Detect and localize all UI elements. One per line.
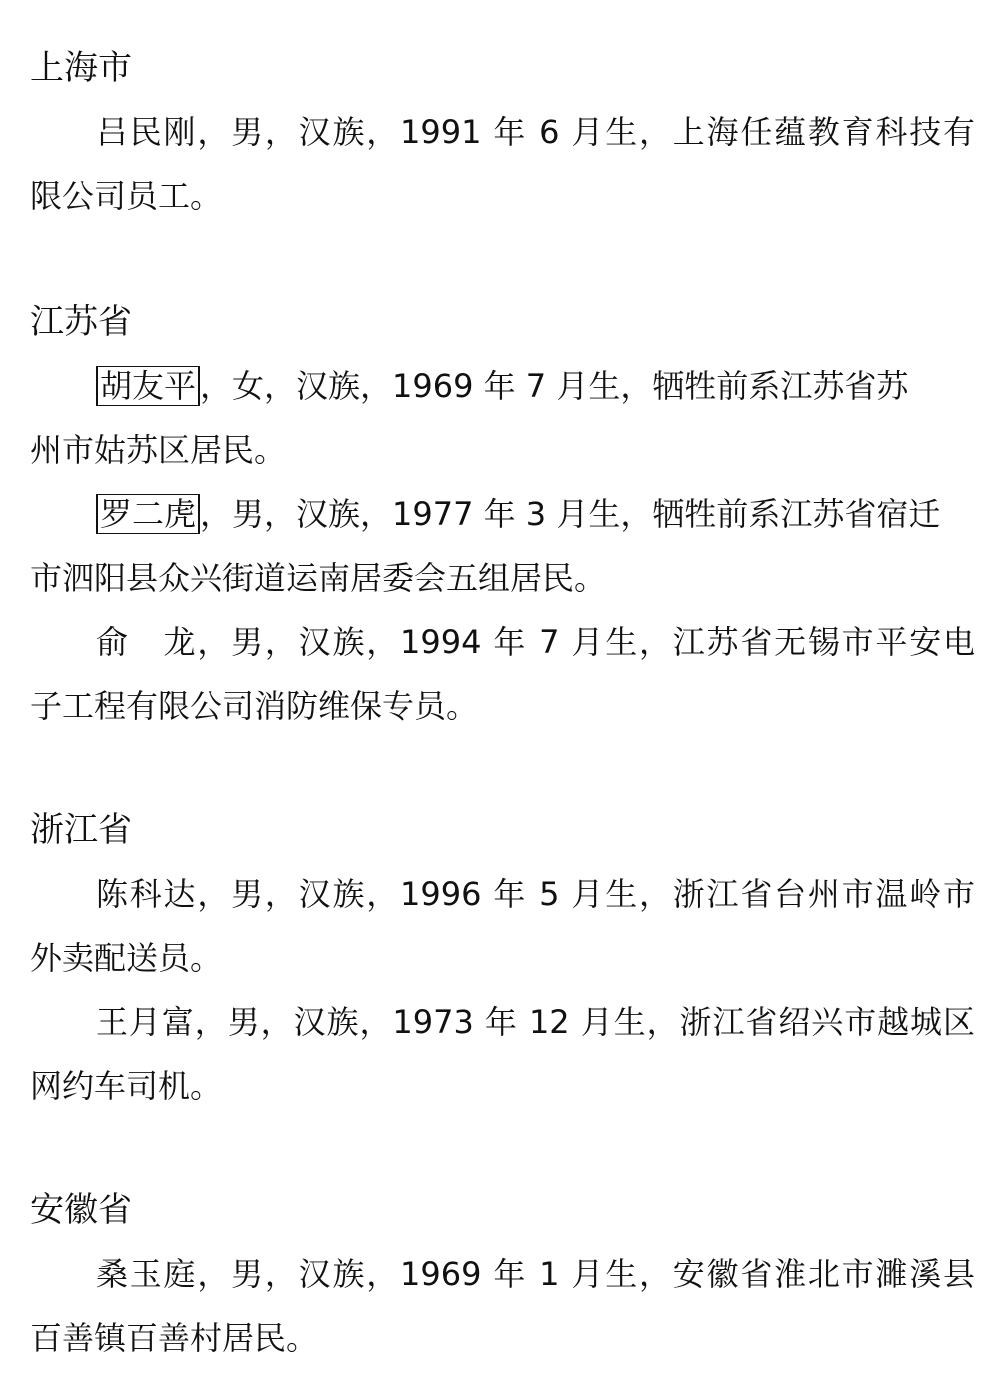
section-heading-shanghai: 上海市 xyxy=(30,48,132,88)
section-heading-anhui: 安徽省 xyxy=(30,1190,132,1230)
section-heading-jiangsu: 江苏省 xyxy=(30,302,132,342)
boxed-name: 胡友平 xyxy=(96,366,200,406)
entry-line: 网约车司机。 xyxy=(30,1067,223,1105)
entry-line xyxy=(30,494,975,534)
entry-line xyxy=(30,366,975,406)
boxed-name: 罗二虎 xyxy=(96,494,200,534)
entry-line: 限公司员工。 xyxy=(30,177,223,215)
entry-line: 王月富，男，汉族，1973 年 12 月生，浙江省绍兴市越城区 xyxy=(96,1003,975,1041)
entry-line: 俞 龙，男，汉族，1994 年 7 月生，江苏省无锡市平安电 xyxy=(96,623,975,661)
section-heading-zhejiang: 浙江省 xyxy=(30,810,132,850)
entry-text: ，女，汉族，1969 年 7 月生，牺牲前系江苏省苏 xyxy=(200,367,909,405)
entry-line: 吕民刚，男，汉族，1991 年 6 月生，上海任蕴教育科技有 xyxy=(96,113,975,151)
entry-line: 州市姑苏区居民。 xyxy=(30,431,287,469)
entry-line: 外卖配送员。 xyxy=(30,939,223,977)
entry-line: 子工程有限公司消防维保专员。 xyxy=(30,687,479,725)
entry-line: 陈科达，男，汉族，1996 年 5 月生，浙江省台州市温岭市 xyxy=(96,875,975,913)
entry-line: 桑玉庭，男，汉族，1969 年 1 月生，安徽省淮北市濉溪县 xyxy=(96,1255,975,1293)
entry-line: 市泗阳县众兴街道运南居委会五组居民。 xyxy=(30,559,607,597)
entry-line: 百善镇百善村居民。 xyxy=(30,1319,319,1357)
entry-text: ，男，汉族，1977 年 3 月生，牺牲前系江苏省宿迁 xyxy=(200,495,941,533)
